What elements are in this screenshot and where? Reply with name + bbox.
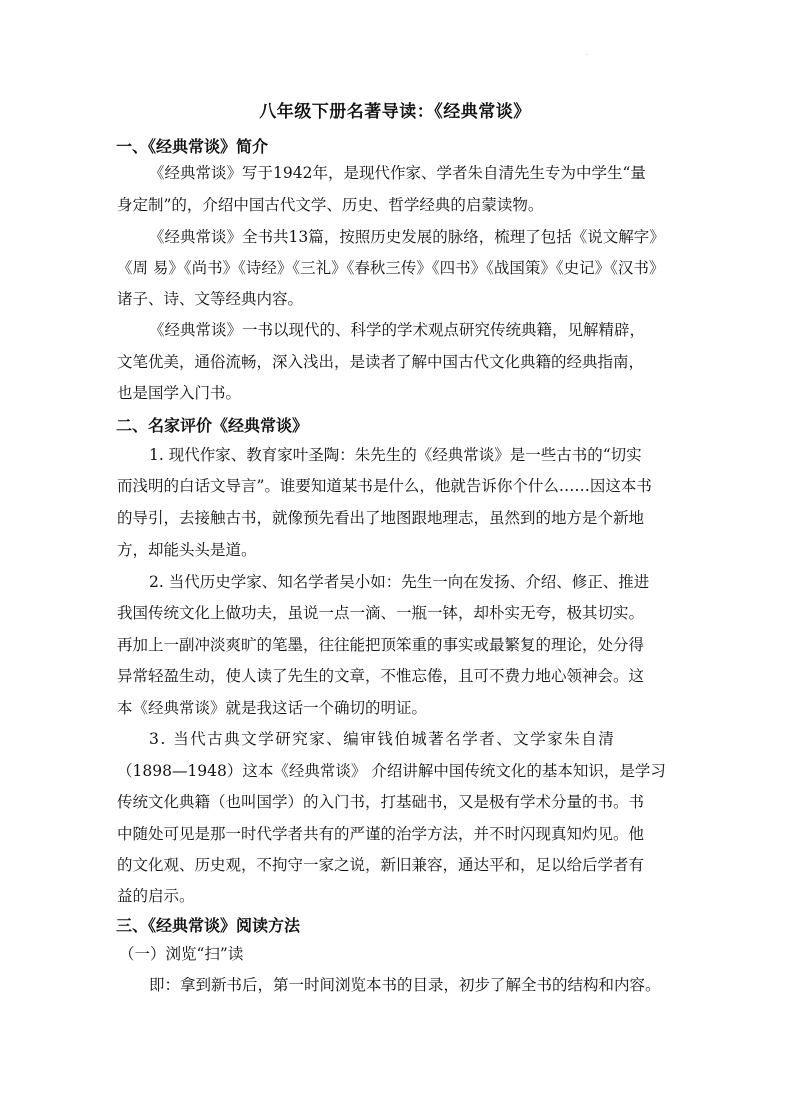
subheading-skim-reading: （一）浏览“扫”读 [119,945,244,963]
paragraph-line: 《经典常谈》一书以现代的、科学的学术观点研究传统典籍，见解精辟， [149,321,646,339]
paragraph-line: 的文化观、历史观，不拘守一家之说，新旧兼容，通达平和，足以给后学者有 [117,856,645,874]
paragraph-line: 2. 当代历史学家、知名学者吴小如：先生一向在发扬、介绍、修正、推进 [149,573,650,591]
section-heading-reviews: 二、名家评价《经典常谈》 [116,416,309,435]
paragraph-line: 《经典常谈》全书共13篇，按照历史发展的脉络，梳理了包括《说文解字》 [149,228,665,246]
paragraph-line: 文笔优美，通俗流畅，深入浅出，是读者了解中国古代文化典籍的经典指南， [117,353,645,371]
paragraph-line: 的导引，去接触古书，就像预先看出了地图跟地理志，虽然到的地方是个新地 [117,509,645,527]
paragraph-line: 再加上一副冲淡爽旷的笔墨，往往能把顶笨重的事实或最繁复的理论，处分得 [117,636,645,654]
paragraph-line: 《周 易》《尚书》《诗经》《三礼》《春秋三传》《四书》《战国策》《史记》《汉书》 [117,259,665,277]
paragraph-line: 中随处可见是那一时代学者共有的严谨的治学方法，并不时闪现真知灼见。他 [117,825,645,843]
corner-mark: · [586,52,588,59]
paragraph-line: 即：拿到新书后，第一时间浏览本书的目录，初步了解全书的结构和内容。 [149,976,661,994]
paragraph-line: 也是国学入门书。 [117,384,242,402]
paragraph-line: 本《经典常谈》就是我这话一个确切的明证。 [117,699,428,717]
page-title: 八年级下册名著导读：《经典常谈》 [259,102,531,122]
section-heading-intro: 一、《经典常谈》简介 [116,137,269,156]
paragraph-line: 异常轻盈生动，使人读了先生的文章，不惟忘倦，且可不费力地心领神会。这 [117,667,645,685]
paragraph-line: 益的启示。 [117,887,195,905]
paragraph-line: 传统文化典籍（也叫国学）的入门书，打基础书，又是极有学术分量的书。书 [117,793,645,811]
paragraph-line: 诸子、诗、文等经典内容。 [117,290,304,308]
paragraph-line: 我国传统文化上做功夫，虽说一点一滴、一瓶一钵，却朴实无夸，极其切实。 [117,604,645,622]
paragraph-line: 1. 现代作家、教育家叶圣陶：朱先生的《经典常谈》是一些古书的“切实 [149,446,642,464]
paragraph-line: 身定制”的，介绍中国古代文学、历史、哲学经典的启蒙读物。 [117,196,544,214]
paragraph-line: 而浅明的白话文导言”。谁要知道某书是什么，他就告诉你个什么……因这本书 [117,477,652,495]
section-heading-reading-method: 三、《经典常谈》阅读方法 [116,916,301,935]
paragraph-line: （1898—1948）这本《经典常谈》 介绍讲解中国传统文化的基本知识，是学习 [117,762,666,780]
paragraph-line: 方，却能头头是道。 [117,541,257,559]
paragraph-line: 《经典常谈》写于1942年，是现代作家、学者朱自清先生专为中学生“量 [149,164,646,182]
paragraph-line: 3. 当代古典文学研究家、编审钱伯城著名学者、文学家朱自清 [149,730,616,748]
